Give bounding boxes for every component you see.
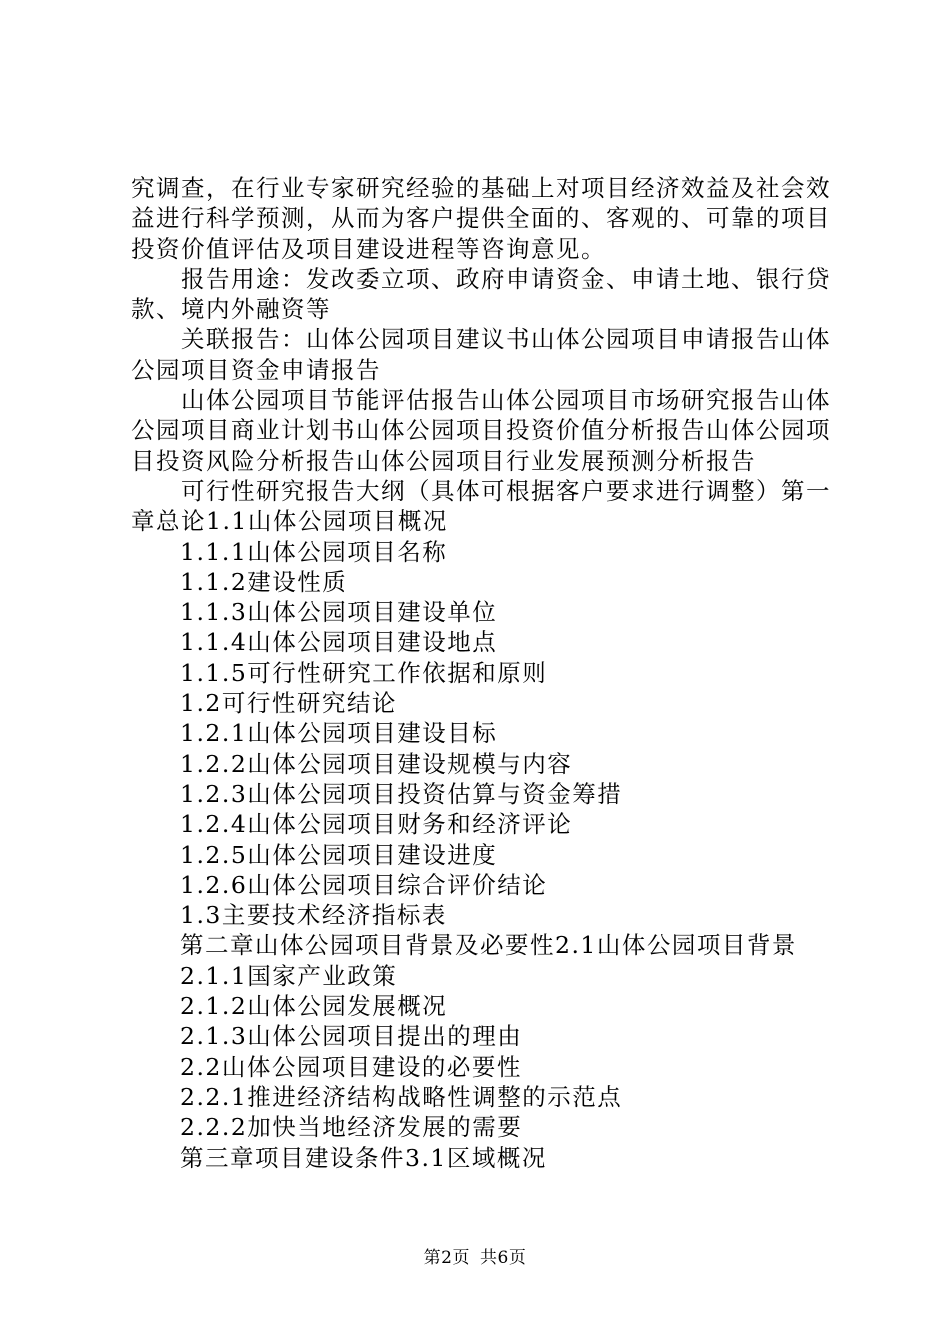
outline-item: 1.1.4山体公园项目建设地点 xyxy=(180,628,498,657)
outline-item: 2.1.2山体公园发展概况 xyxy=(180,992,448,1021)
outline-item: 1.2可行性研究结论 xyxy=(180,689,397,718)
outline-item: 1.2.3山体公园项目投资估算与资金筹措 xyxy=(180,779,623,808)
paragraph-outline-intro: 可行性研究报告大纲（具体可根据客户要求进行调整）第一章总论1.1山体公园项目概况 xyxy=(131,476,831,536)
outline-item: 1.2.1山体公园项目建设目标 xyxy=(180,719,498,748)
outline-item: 1.1.2建设性质 xyxy=(180,567,348,596)
page-total: 共6页 xyxy=(480,1248,527,1268)
paragraph-related-reports: 关联报告：山体公园项目建议书山体公园项目申请报告山体公园项目资金申请报告 xyxy=(131,325,831,384)
outline-item: 1.1.5可行性研究工作依据和原则 xyxy=(180,658,548,687)
outline-list xyxy=(131,537,831,1173)
page-footer xyxy=(0,1243,950,1268)
outline-item: 1.2.5山体公园项目建设进度 xyxy=(180,840,498,869)
outline-item: 1.1.1山体公园项目名称 xyxy=(180,537,448,566)
outline-item: 1.2.6山体公园项目综合评价结论 xyxy=(180,870,548,899)
outline-item: 2.2.1推进经济结构战略性调整的示范点 xyxy=(180,1082,623,1111)
paragraph-intro-continuation: 究调查，在行业专家研究经验的基础上对项目经济效益及社会效益进行科学预测，从而为客户提供全面的、客观的、可靠的项目投资价值评估及项目建设进程等咨询意见。 xyxy=(131,174,831,263)
outline-chapter-heading: 第二章山体公园项目背景及必要性2.1山体公园项目背景 xyxy=(180,931,797,960)
paragraph-report-usage: 报告用途：发改委立项、政府申请资金、申请土地、银行贷款、境内外融资等 xyxy=(131,264,831,324)
paragraph-report-list: 山体公园项目节能评估报告山体公园项目市场研究报告山体公园项目商业计划书山体公园项目投资价值分析报告山体公园项目投资风险分析报告山体公园项目行业发展预测分析报告 xyxy=(131,386,831,475)
document-body xyxy=(131,173,831,1173)
outline-item: 2.2山体公园项目建设的必要性 xyxy=(180,1052,522,1081)
outline-item: 1.2.4山体公园项目财务和经济评论 xyxy=(180,810,573,839)
outline-item: 1.3主要技术经济指标表 xyxy=(180,901,447,930)
outline-item: 1.2.2山体公园项目建设规模与内容 xyxy=(180,749,573,778)
outline-item: 2.1.3山体公园项目提出的理由 xyxy=(180,1022,523,1051)
outline-chapter-heading: 第三章项目建设条件3.1区域概况 xyxy=(180,1143,547,1172)
outline-item: 2.2.2加快当地经济发展的需要 xyxy=(180,1113,523,1142)
page-number: 第2页 xyxy=(423,1248,470,1268)
outline-item: 2.1.1国家产业政策 xyxy=(180,961,398,990)
outline-item: 1.1.3山体公园项目建设单位 xyxy=(180,598,498,627)
